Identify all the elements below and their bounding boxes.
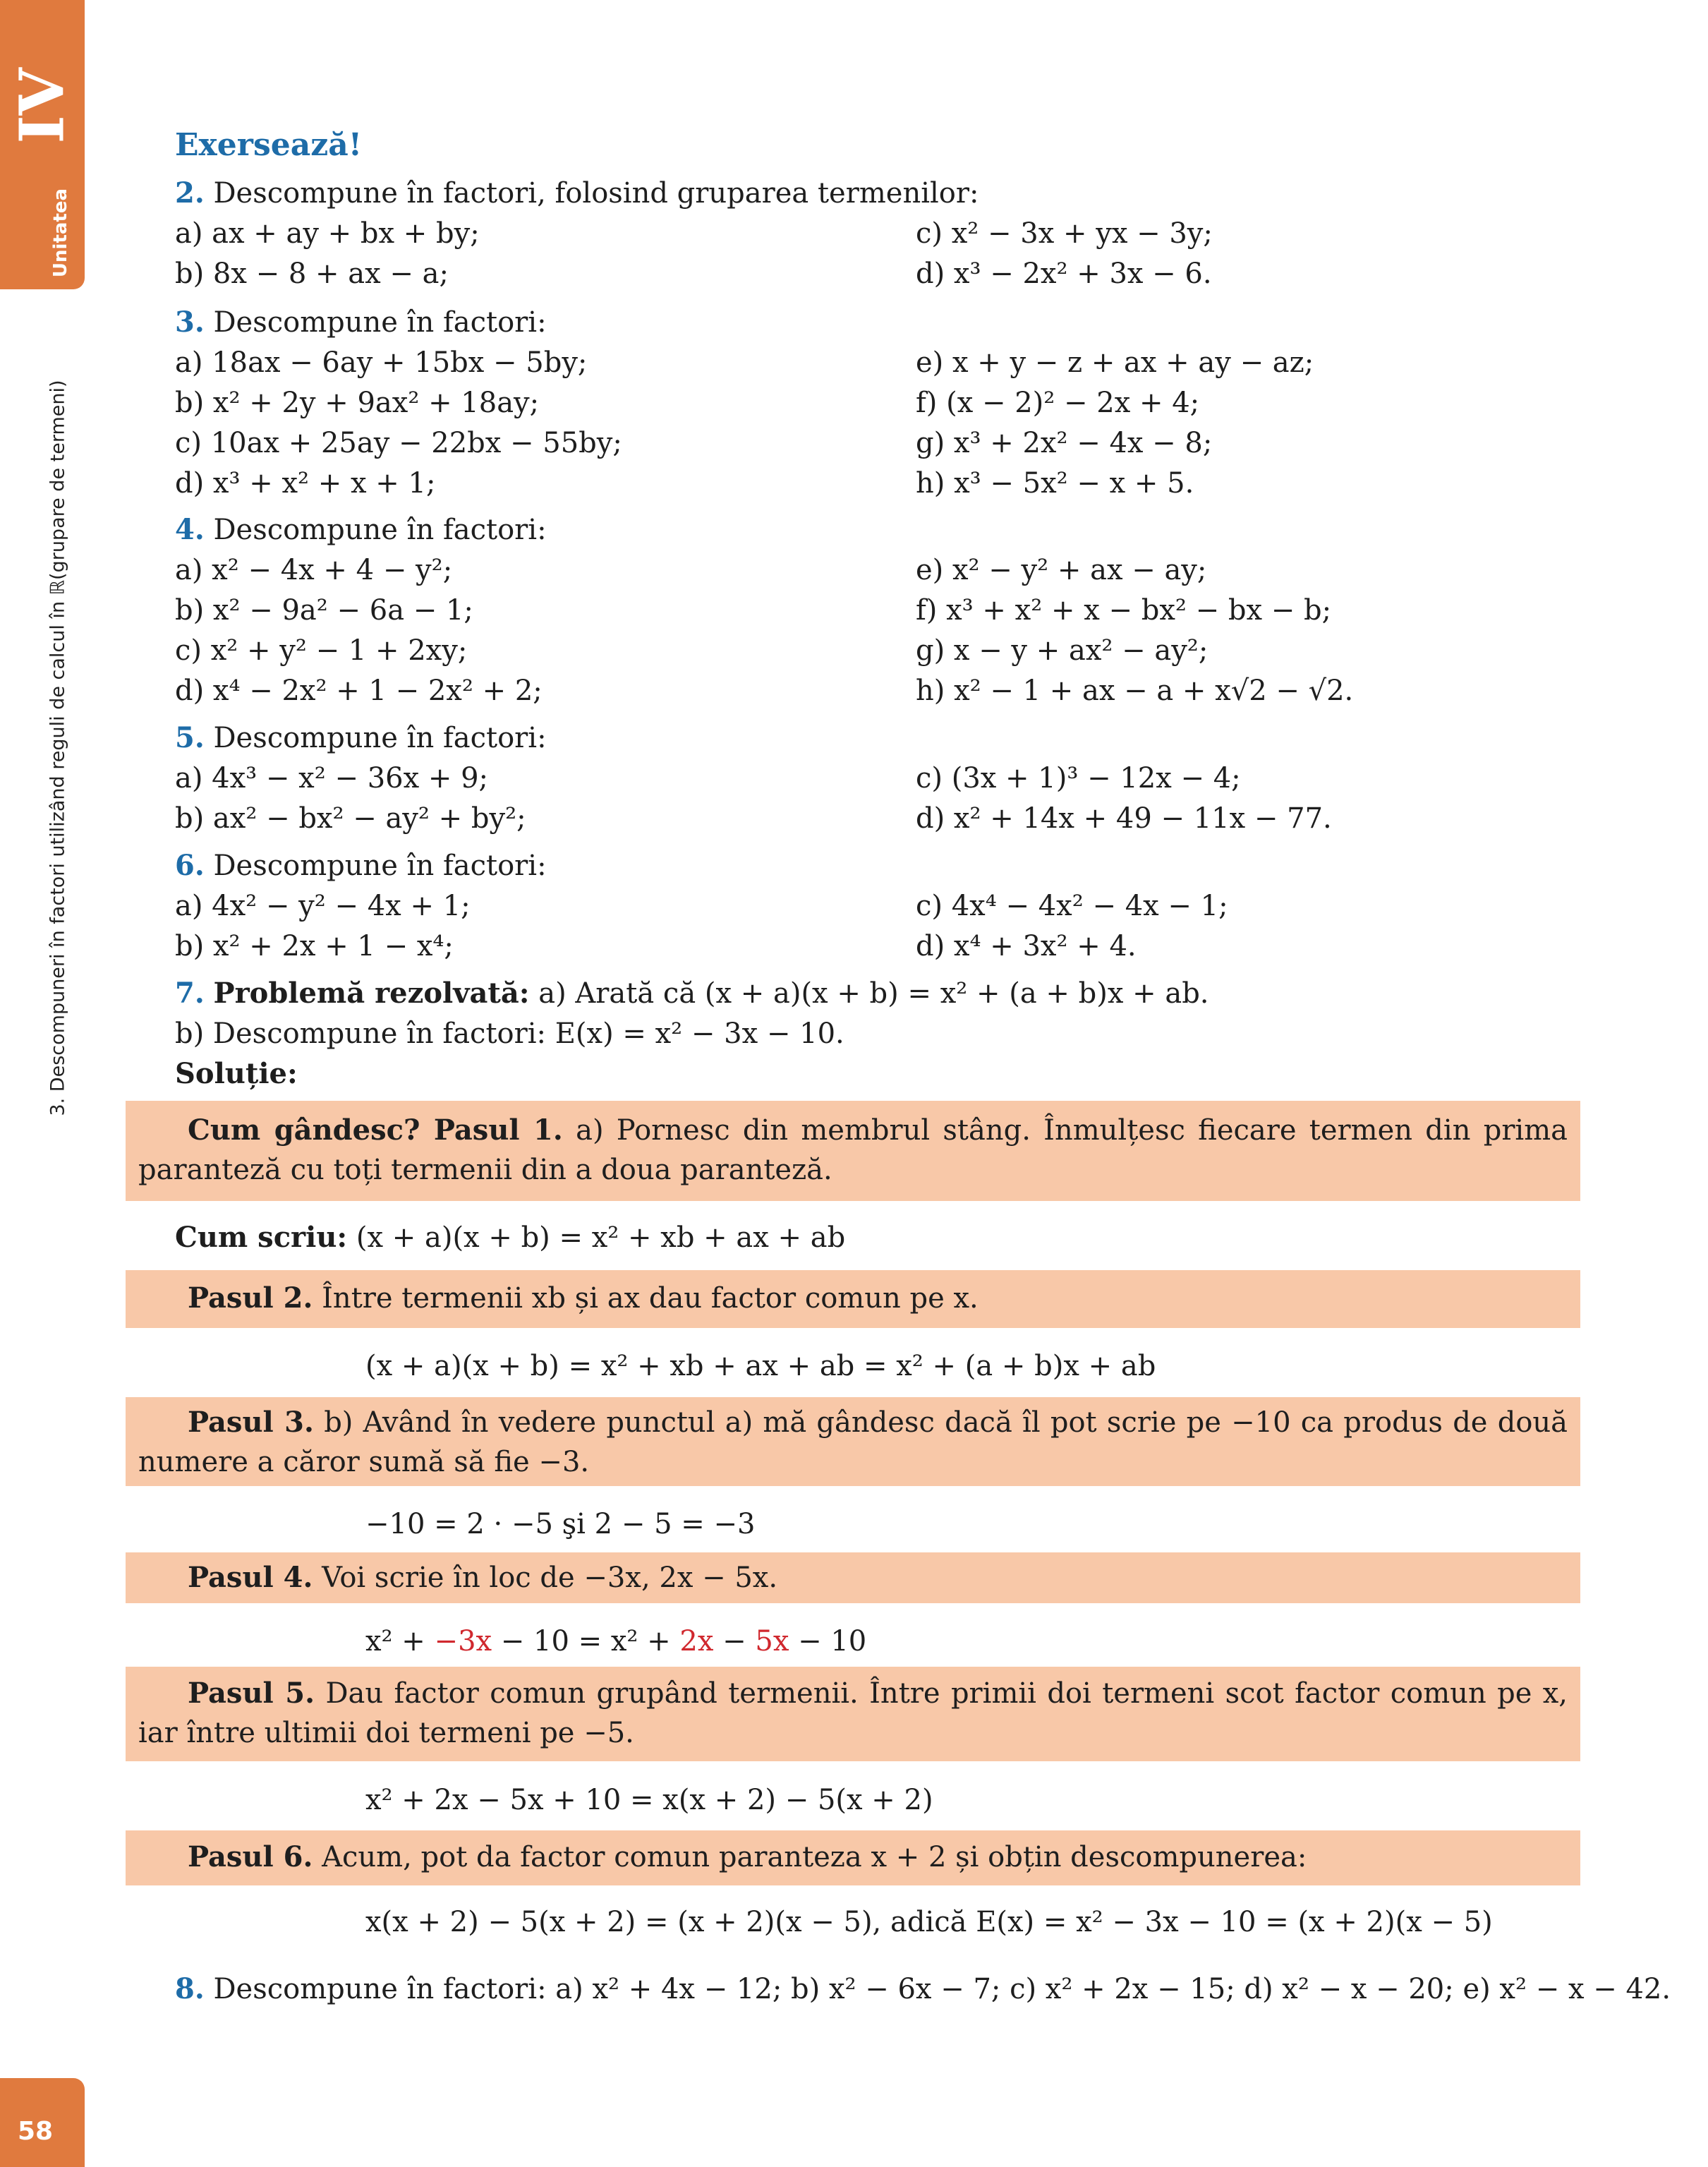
- exercise-4-d: d) x⁴ − 2x² + 1 − 2x² + 2;: [175, 675, 543, 707]
- exercise-3-c: c) 10ax + 25ay − 22bx − 55by;: [175, 427, 622, 459]
- exercise-4-c: c) x² + y² − 1 + 2xy;: [175, 634, 468, 667]
- exercise-2-statement: [175, 176, 979, 210]
- exercise-3-e: e) x + y − z + ax + ay − az;: [916, 346, 1314, 379]
- exercise-4-b: b) x² − 9a² − 6a − 1;: [175, 594, 473, 627]
- exercise-text: Descompune în factori: a) x² + 4x − 12; b) x² − 6x − 7; c) x² + 2x − 15; d) x² − x − 20; e) x² − x − 42.: [213, 1973, 1671, 2005]
- exercise-text: Descompune în factori, folosind gruparea termenilor:: [213, 177, 979, 210]
- step-5-text: Dau factor comun grupând termenii. Între primii doi termeni scot factor comun pe x, iar între ultimii doi termeni pe −5.: [138, 1677, 1568, 1749]
- exercise-4-statement: [175, 513, 547, 547]
- solution-label: Soluție:: [175, 1057, 298, 1090]
- step-2-text: Între termenii xb și ax dau factor comun pe x.: [322, 1282, 979, 1315]
- exercise-number: 7.: [175, 977, 205, 1010]
- exercise-number: 2.: [175, 176, 205, 210]
- step-6-label: Pasul 6.: [188, 1840, 313, 1873]
- step-4-label: Pasul 4.: [188, 1561, 313, 1594]
- exercise-8-statement: [175, 1972, 1671, 2006]
- exercise-5-d: d) x² + 14x + 49 − 11x − 77.: [916, 802, 1332, 835]
- unit-roman-numeral: IV: [6, 68, 78, 144]
- exercise-2-b: b) 8x − 8 + ax − a;: [175, 258, 449, 290]
- exercise-2-a: a) ax + ay + bx + by;: [175, 217, 480, 250]
- exercise-number: 3.: [175, 306, 205, 339]
- exercise-5-statement: [175, 721, 547, 755]
- write-equation: (x + a)(x + b) = x² + xb + ax + ab: [356, 1221, 846, 1254]
- eq4-highlight: 2x: [679, 1625, 714, 1658]
- exercise-6-d: d) x⁴ + 3x² + 4.: [916, 930, 1137, 962]
- exercise-3-f: f) (x − 2)² − 2x + 4;: [916, 387, 1200, 419]
- equation-step-3: −10 = 2 · −5 şi 2 − 5 = −3: [365, 1508, 756, 1540]
- step-6-text-block: [138, 1837, 1568, 1877]
- eq4-part: x² +: [365, 1625, 435, 1658]
- exercise-3-d: d) x³ + x² + x + 1;: [175, 467, 436, 500]
- exercise-text: Descompune în factori:: [213, 306, 547, 339]
- step-3-text-block: [138, 1403, 1568, 1482]
- exercise-number: 6.: [175, 849, 205, 882]
- step-5-text-block: [138, 1674, 1568, 1753]
- exercise-6-statement: [175, 849, 547, 883]
- step-2-box: [126, 1270, 1580, 1328]
- solved-problem-label: Problemă rezolvată:: [213, 977, 530, 1010]
- exercise-3-g: g) x³ + 2x² − 4x − 8;: [916, 427, 1213, 459]
- exercise-6-b: b) x² + 2x + 1 − x⁴;: [175, 930, 454, 962]
- exercise-6-c: c) 4x⁴ − 4x² − 4x − 1;: [916, 890, 1228, 922]
- equation-step-4: [365, 1624, 866, 1658]
- eq4-part: −: [713, 1625, 756, 1658]
- exercise-2-d: d) x³ − 2x² + 3x − 6.: [916, 258, 1212, 290]
- exercise-3-statement: [175, 306, 547, 339]
- eq4-highlight: 5x: [755, 1625, 789, 1658]
- step-1-box: [126, 1101, 1580, 1201]
- exercise-6-a: a) 4x² − y² − 4x + 1;: [175, 890, 471, 922]
- exercise-3-b: b) x² + 2y + 9ax² + 18ay;: [175, 387, 540, 419]
- equation-step-5: x² + 2x − 5x + 10 = x(x + 2) − 5(x + 2): [365, 1784, 933, 1816]
- exercise-5-a: a) 4x³ − x² − 36x + 9;: [175, 762, 489, 795]
- exercise-number: 5.: [175, 721, 205, 754]
- write-label: Cum scriu:: [175, 1221, 348, 1254]
- exercise-5-b: b) ax² − bx² − ay² + by²;: [175, 802, 526, 835]
- step-3-box: [126, 1397, 1580, 1486]
- unit-tab: [0, 0, 85, 289]
- equation-step-6: x(x + 2) − 5(x + 2) = (x + 2)(x − 5), adică E(x) = x² − 3x − 10 = (x + 2)(x − 5): [365, 1906, 1493, 1938]
- step-4-text: Voi scrie în loc de −3x, 2x − 5x.: [322, 1562, 778, 1594]
- step-5-label: Pasul 5.: [188, 1677, 315, 1710]
- exercise-text: Descompune în factori:: [213, 722, 547, 754]
- eq4-part: − 10 = x² +: [492, 1625, 680, 1658]
- write-line: [175, 1221, 845, 1255]
- page-heading: Exersează!: [175, 127, 363, 163]
- eq4-part: − 10: [789, 1625, 867, 1658]
- step-3-text: b) Având în vedere punctul a) mă gândesc dacă îl pot scrie pe −10 ca produs de două numere a căror sumă să fie −3.: [138, 1406, 1568, 1478]
- step-2-label: Pasul 2.: [188, 1281, 313, 1315]
- exercise-4-f: f) x³ + x² + x − bx² − bx − b;: [916, 594, 1332, 627]
- exercise-3-a: a) 18ax − 6ay + 15bx − 5by;: [175, 346, 588, 379]
- step-6-box: [126, 1830, 1580, 1885]
- exercise-5-c: c) (3x + 1)³ − 12x − 4;: [916, 762, 1241, 795]
- unit-label: Unitatea: [50, 188, 71, 278]
- exercise-text: Descompune în factori:: [213, 850, 547, 882]
- exercise-4-a: a) x² − 4x + 4 − y²;: [175, 554, 453, 586]
- page-number: 58: [17, 2117, 54, 2146]
- step-1-text: a) Pornesc din membrul stâng. Înmulțesc fiecare termen din prima paranteză cu toți termenii din a doua paranteză.: [138, 1114, 1568, 1186]
- step-3-label: Pasul 3.: [188, 1406, 314, 1439]
- exercise-2-c: c) x² − 3x + yx − 3y;: [916, 217, 1213, 250]
- step-2-text-block: [138, 1279, 1568, 1318]
- step-4-box: [126, 1552, 1580, 1603]
- section-title: 3. Descompuneri în factori utilizând reguli de calcul în ℝ(grupare de termeni): [47, 380, 69, 1116]
- exercise-4-g: g) x − y + ax² − ay²;: [916, 634, 1209, 667]
- exercise-number: 8.: [175, 1972, 205, 2005]
- exercise-7-statement: [175, 977, 1209, 1010]
- exercise-3-h: h) x³ − 5x² − x + 5.: [916, 467, 1194, 500]
- exercise-4-h: h) x² − 1 + ax − a + x√2 − √2.: [916, 675, 1354, 707]
- step-5-box: [126, 1667, 1580, 1761]
- exercise-number: 4.: [175, 513, 205, 546]
- eq4-highlight: −3x: [434, 1625, 492, 1658]
- exercise-7-b: b) Descompune în factori: E(x) = x² − 3x − 10.: [175, 1018, 844, 1050]
- step-6-text: Acum, pot da factor comun paranteza x + 2 și obțin descompunerea:: [322, 1841, 1307, 1873]
- step-4-text-block: [138, 1558, 1568, 1598]
- exercise-7-a: a) Arată că (x + a)(x + b) = x² + (a + b)x + ab.: [538, 977, 1209, 1010]
- step-1-label: Cum gândesc? Pasul 1.: [188, 1113, 563, 1147]
- equation-step-2: (x + a)(x + b) = x² + xb + ax + ab = x² + (a + b)x + ab: [365, 1350, 1156, 1382]
- exercise-text: Descompune în factori:: [213, 514, 547, 546]
- step-1-text-block: [138, 1111, 1568, 1190]
- exercise-4-e: e) x² − y² + ax − ay;: [916, 554, 1207, 586]
